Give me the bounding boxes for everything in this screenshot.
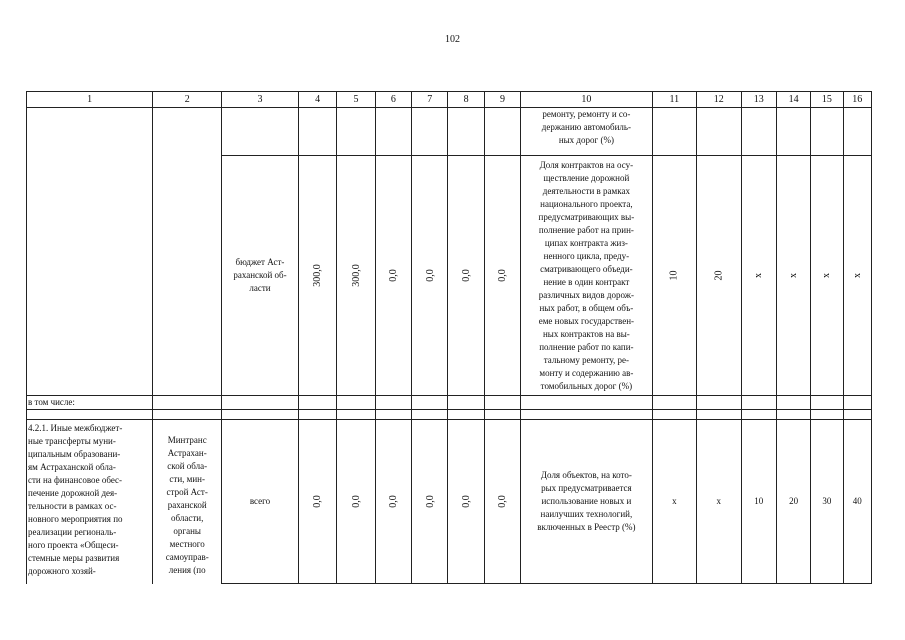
value-cell: х: [652, 420, 696, 584]
table-cell: [448, 108, 484, 156]
table-cell: [375, 108, 411, 156]
table-cell: [697, 108, 741, 156]
table-cell: [484, 108, 520, 156]
table-cell: [843, 108, 871, 156]
header-cell: 7: [412, 92, 448, 108]
header-cell: 14: [776, 92, 810, 108]
executor-cell: [153, 420, 222, 584]
value-text: 20: [713, 270, 725, 281]
value-cell: [652, 156, 696, 396]
table-cell: [448, 410, 484, 420]
funding-source-text: бюджет Аст- раханской об- ласти: [233, 257, 287, 293]
value-text: 0,0: [460, 269, 472, 282]
header-cell: 11: [652, 92, 696, 108]
indicator-text: Доля контрактов на осу- ществление дорожной деятельности в рамках национального проекта, предусматривающих вы- полнение работ на прин- ципах контракта жиз- ненного цикла, преду- сматривающего объеди- нение в один контракт различных видов дорож- ных работ, в общем объ- еме новых государствен- ных контрактов на вы- полнение работ по капи- тальному ремонту, ре- монту и содержанию ав- томобильных дорог (%): [538, 159, 635, 391]
table-cell: [153, 108, 222, 396]
table-cell: [412, 410, 448, 420]
value-text: 0,0: [387, 495, 399, 508]
header-cell: 3: [222, 92, 299, 108]
table-cell: [484, 396, 520, 410]
value-cell: [697, 156, 741, 396]
value-cell: [448, 420, 484, 584]
value-cell: 10: [741, 420, 776, 584]
indicator-text-cell: [521, 156, 652, 396]
value-text: 300,0: [350, 264, 362, 287]
value-cell: х: [697, 420, 741, 584]
table-cell: [222, 410, 299, 420]
table-cell: [298, 410, 336, 420]
indicator-text: ремонту, ремонту и со- держанию автомобиль- ных дорог (%): [541, 109, 631, 145]
header-cell: 16: [843, 92, 871, 108]
value-cell: [375, 420, 411, 584]
table-row-spacer: [27, 410, 872, 420]
value-cell: [412, 156, 448, 396]
value-cell: [375, 156, 411, 396]
page-number: 102: [445, 34, 460, 45]
value-text: 0,0: [460, 495, 472, 508]
value-cell: 20: [776, 420, 810, 584]
table-cell: [843, 396, 871, 410]
executor-text: Минтранс Астрахан- ской обла- сти, мин- строй Аст- раханской области, органы местного самоуправ- ления (по: [165, 435, 209, 575]
table-cell: [741, 410, 776, 420]
value-text: х: [788, 273, 800, 278]
header-cell: 9: [484, 92, 520, 108]
value-text: 0,0: [312, 495, 324, 508]
table-cell: [448, 396, 484, 410]
table-cell: [222, 108, 299, 156]
table-cell: [298, 396, 336, 410]
value-text: 10: [668, 270, 680, 281]
indicator-text-cell: [521, 420, 652, 584]
funding-source-text: всего: [249, 496, 271, 506]
value-cell: [843, 156, 871, 396]
table-cell: [811, 396, 843, 410]
value-cell: [776, 156, 810, 396]
value-cell: [741, 156, 776, 396]
table-cell: [741, 108, 776, 156]
value-text: 0,0: [497, 495, 508, 508]
value-text: х: [821, 273, 833, 278]
header-cell: 6: [375, 92, 411, 108]
table-cell: [375, 410, 411, 420]
table-cell: [697, 410, 741, 420]
header-cell: 10: [521, 92, 652, 108]
table-cell: [811, 108, 843, 156]
table-cell: [776, 396, 810, 410]
table-cell: [521, 410, 652, 420]
table-cell: [652, 396, 696, 410]
table-cell: [153, 396, 222, 410]
table-cell: [153, 410, 222, 420]
activity-name-cell: [27, 420, 153, 584]
header-cell: 8: [448, 92, 484, 108]
table-cell: [27, 108, 153, 396]
table-cell: [521, 396, 652, 410]
value-text: 300,0: [312, 264, 324, 287]
table-row-continuation: [27, 108, 872, 156]
table-cell: [652, 108, 696, 156]
including-label: в том числе:: [27, 396, 153, 410]
header-cell: 2: [153, 92, 222, 108]
value-cell: [448, 156, 484, 396]
table-row-4-2-1: [27, 420, 872, 584]
funding-source-cell: [222, 156, 299, 396]
table-cell: [337, 396, 375, 410]
table-cell: [652, 410, 696, 420]
table-cell: [375, 396, 411, 410]
value-text: 0,0: [350, 495, 362, 508]
table-cell: [337, 108, 375, 156]
value-text: 0,0: [424, 269, 436, 282]
table-cell: [697, 396, 741, 410]
header-cell: 12: [697, 92, 741, 108]
value-cell: 40: [843, 420, 871, 584]
value-cell: [337, 420, 375, 584]
table-cell: [776, 410, 810, 420]
header-cell: 13: [741, 92, 776, 108]
table-cell: [412, 108, 448, 156]
value-cell: [337, 156, 375, 396]
table-cell: [484, 410, 520, 420]
value-cell: [412, 420, 448, 584]
table-cell: [298, 108, 336, 156]
value-cell: [298, 156, 336, 396]
table-cell: [811, 410, 843, 420]
value-cell: [298, 420, 336, 584]
value-cell: [484, 156, 520, 396]
value-cell: 30: [811, 420, 843, 584]
value-text: 0,0: [497, 269, 508, 282]
value-cell: [811, 156, 843, 396]
value-text: 0,0: [387, 269, 399, 282]
header-cell: 5: [337, 92, 375, 108]
table-cell: [222, 396, 299, 410]
indicator-text: Доля объектов, на кото- рых предусматривается использование новых и наилучших технологий, включенных в Реестр (%): [537, 470, 636, 532]
table-cell: [843, 410, 871, 420]
table-cell: [741, 396, 776, 410]
table-cell: [337, 410, 375, 420]
funding-source-cell: [222, 420, 299, 584]
header-cell: 4: [298, 92, 336, 108]
header-row: [27, 92, 872, 108]
header-cell: 1: [27, 92, 153, 108]
value-text: 0,0: [424, 495, 436, 508]
table-cell: [412, 396, 448, 410]
table-cell: [27, 410, 153, 420]
indicator-text-cell: [521, 108, 652, 156]
header-cell: 15: [811, 92, 843, 108]
program-table: [26, 91, 872, 584]
value-text: х: [851, 273, 863, 278]
activity-name-text: 4.2.1. Иные межбюджет- ные трансферты муни- ципальным образовани- ям Астраханской обла- сти на финансовое обес- печение дорожной дея- тельности в рамках ос- новного мероприятия по реализации региональ- ного проекта «Общеси- стемные меры развития дорожного хозяй-: [28, 423, 123, 576]
value-text: х: [753, 273, 765, 278]
table-row-including: [27, 396, 872, 410]
table-cell: [776, 108, 810, 156]
value-cell: [484, 420, 520, 584]
